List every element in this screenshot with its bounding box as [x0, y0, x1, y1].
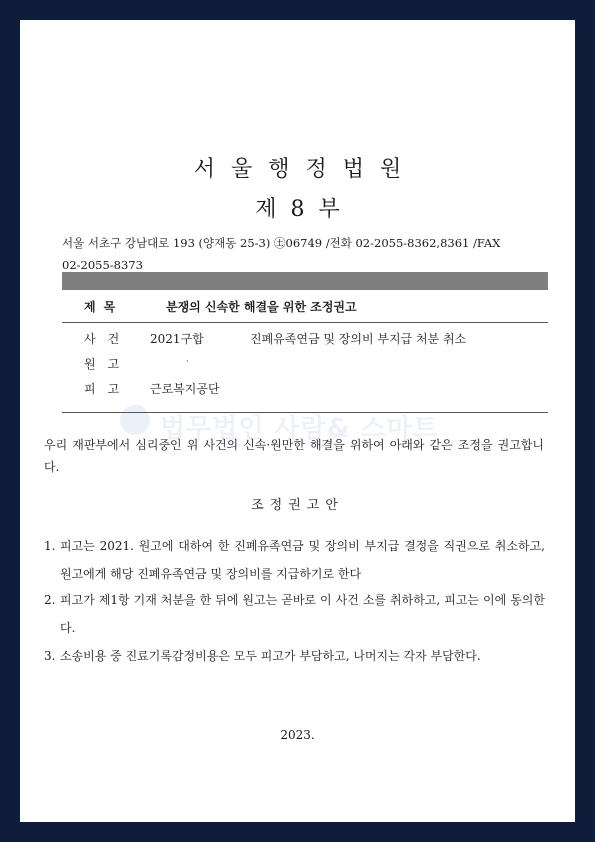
- item-text: 피고는 2021. 원고에 대하여 한 진폐유족연금 및 장의비 부지급 결정을 직권으로 취소하고, 원고에게 해당 진폐유족연금 및 장의비를 지급하기로 한다: [60, 539, 545, 581]
- case-label: 사건: [84, 332, 132, 346]
- item-text: 소송비용 중 진료기록감정비용은 모두 피고가 부담하고, 나머지는 각자 부담한다.: [60, 649, 481, 663]
- item-number: 2.: [44, 593, 56, 607]
- header-divider-bar: [62, 272, 548, 290]
- watermark: 법무법인 사람& 스마트: [160, 414, 439, 444]
- plaintiff-value: ·: [186, 357, 189, 366]
- subject-rule: [62, 322, 548, 323]
- item-number: 3.: [44, 649, 56, 663]
- intro-paragraph: 우리 재판부에서 심리중인 위 사건의 신속·원만한 해결을 위하여 아래와 같은 조정을 권고합니다.: [44, 438, 544, 474]
- address-line-1: 서울 서초구 강남대로 193 (양재동 25-3) ㊏06749 /전화 02-2055-8362,8361 /FAX: [62, 236, 501, 250]
- subject-label: 제목: [84, 300, 124, 314]
- document-date: 2023.: [280, 728, 315, 742]
- court-name: 서울행정법원: [193, 157, 418, 182]
- watermark-logo-icon: [120, 405, 150, 435]
- case-title: 진폐유족연금 및 장의비 부지급 처분 취소: [250, 332, 467, 346]
- subject-text: 분쟁의 신속한 해결을 위한 조정권고: [166, 300, 357, 314]
- defendant-label: 피고: [84, 382, 132, 396]
- item-number: 1.: [44, 539, 56, 553]
- case-number: 2021구합: [150, 332, 204, 346]
- department-name: 제8부: [255, 197, 354, 222]
- address-line-2: 02-2055-8373: [62, 258, 143, 272]
- document-page: [20, 20, 575, 822]
- section-title: 조정권고안: [251, 498, 344, 513]
- plaintiff-label: 원고: [84, 357, 132, 371]
- court-address: [62, 232, 540, 276]
- defendant-value: 근로복지공단: [150, 382, 220, 396]
- item-text: 피고가 제1항 기재 처분을 한 뒤에 원고는 곧바로 이 사건 소를 취하하고, 피고는 이에 동의한다.: [60, 593, 545, 635]
